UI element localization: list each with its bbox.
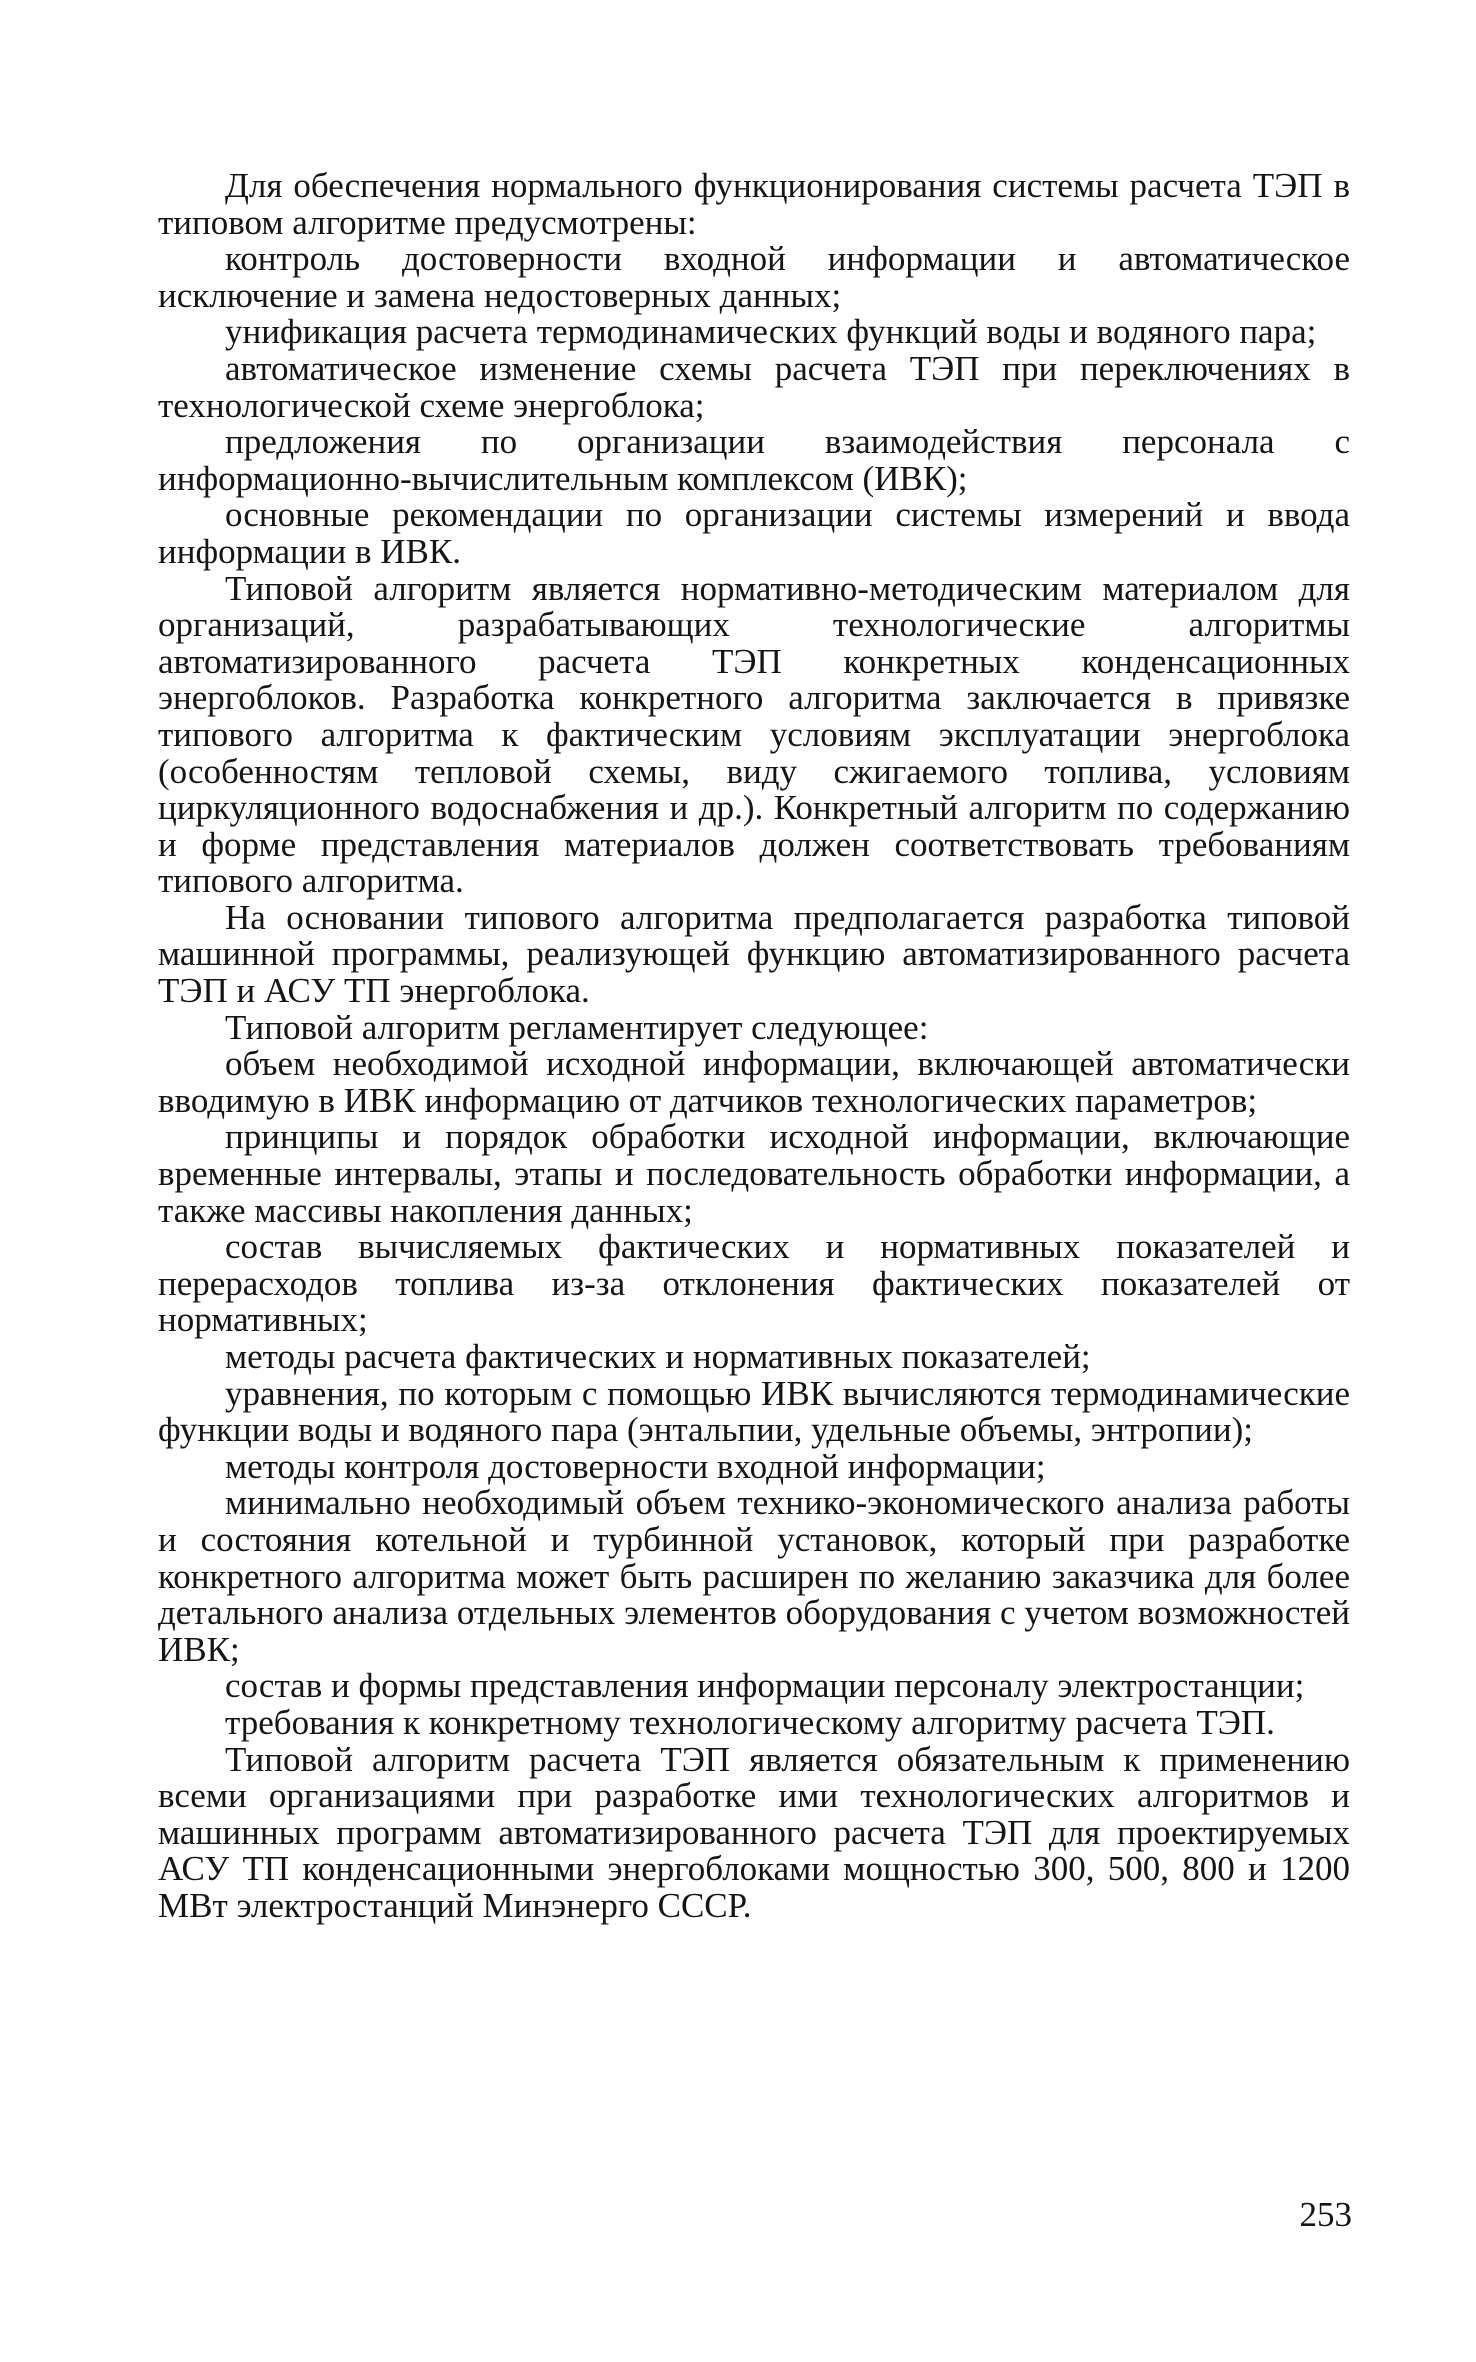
list-item-calculation-methods: методы расчета фактических и нормативных показателей; <box>225 1337 1091 1376</box>
list-item-information-forms: состав и формы представления информации персоналу электростанции; <box>225 1666 1305 1706</box>
paragraph-algorithm-purpose: Типовой алгоритм является нормативно-методическим материалом для организаций, разрабатывающих технологические алгоритмы автоматизированного расчета ТЭП конкретных конденсационных энергоблоков. Разработка конкретного алгоритма заключается в привязке типового алгоритма к фактическим условиям эксплуатации энергоблока (особенностям тепловой схемы, виду сжигаемого топлива, условиям циркуляционного водоснабжения и др.). Конкретный алгоритм по содержанию и форме представления материалов должен соответствовать требованиям типового алгоритма. <box>158 568 1350 901</box>
list-item-staff-interaction: предложения по организации взаимодействия персонала с информационно-вычислительным комплексом (ИВК); <box>158 422 1350 498</box>
list-item-thermodynamic-unification: унификация расчета термодинамических функций воды и водяного пара; <box>225 312 1317 352</box>
list-item-scheme-change: автоматическое изменение схемы расчета ТЭП при переключениях в технологической схеме энергоблока; <box>158 348 1350 425</box>
list-item-computed-indicators: состав вычисляемых фактических и нормативных показателей и перерасходов топлива из-за отклонения фактических показателей от нормативных; <box>158 1227 1350 1340</box>
paragraph-machine-program: На основании типового алгоритма предполагается разработка типовой машинной программы, реализующей функцию автоматизированного расчета ТЭП и АСУ ТП энергоблока. <box>158 897 1350 1011</box>
list-item-measurement-recommendations: основные рекомендации по организации системы измерений и ввода информации в ИВК. <box>158 495 1350 571</box>
list-item-equations: уравнения, по которым с помощью ИВК вычисляются термодинамические функции воды и водяного пара (энтальпии, удельные объемы, энтропии); <box>158 1373 1350 1450</box>
list-item-validation-methods: методы контроля достоверности входной информации; <box>225 1446 1046 1486</box>
page-body <box>158 168 1350 1925</box>
page-number: 253 <box>1299 2195 1352 2234</box>
paragraph-mandatory-application: Типовой алгоритм расчета ТЭП является обязательным к применению всеми организациями при разработке ими технологических алгоритмов и машинных программ автоматизированного расчета ТЭП для проектируемых АСУ ТП конденсационными энергоблоками мощностью 300, 500, 800 и 1200 МВт электростанций Минэнерго СССР. <box>158 1739 1350 1925</box>
list-item-analysis-volume: минимально необходимый объем технико-экономического анализа работы и состояния котельной и турбинной установок, который при разработке конкретного алгоритма может быть расширен по желанию заказчика для более детального анализа отдельных элементов оборудования с учетом возможностей ИВК; <box>158 1483 1350 1669</box>
list-item-specific-algorithm-requirements: требования к конкретному технологическому алгоритму расчета ТЭП. <box>225 1702 1275 1742</box>
paragraph-intro: Для обеспечения нормального функционирования системы расчета ТЭП в типовом алгоритме предусмотрены: <box>158 166 1350 242</box>
list-item-input-volume: объем необходимой исходной информации, включающей автоматически вводимую в ИВК информацию от датчиков технологических параметров; <box>158 1044 1350 1120</box>
list-item-data-validation: контроль достоверности входной информации и автоматическое исключение и замена недостоверных данных; <box>158 239 1350 315</box>
paragraph-regulates: Типовой алгоритм регламентирует следующее: <box>225 1007 929 1047</box>
list-item-processing-principles: принципы и порядок обработки исходной информации, включающие временные интервалы, этапы и последовательность обработки информации, а также массивы накопления данных; <box>158 1117 1350 1230</box>
